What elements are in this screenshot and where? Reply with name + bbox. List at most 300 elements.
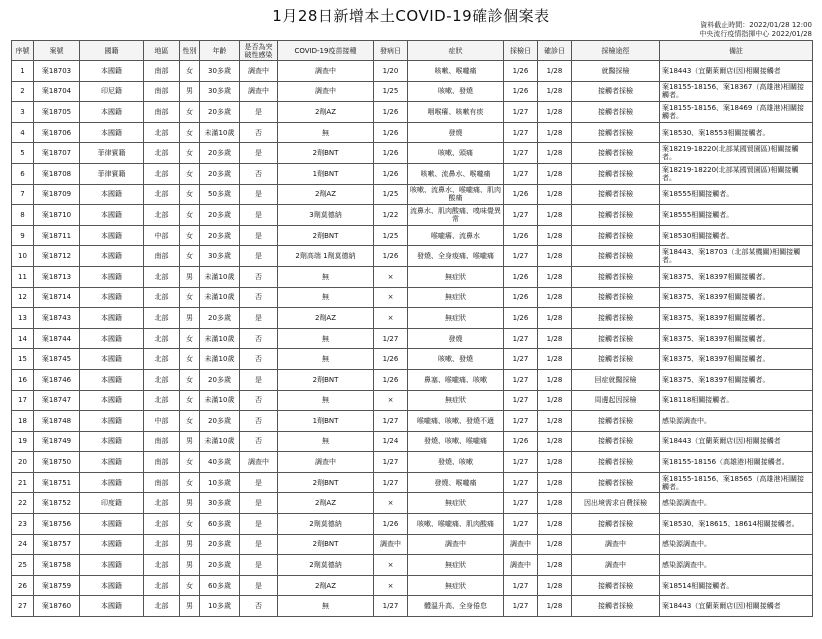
table-cell: 1/28 — [538, 61, 572, 82]
table-cell: 接觸者採檢 — [572, 81, 660, 102]
table-cell: 女 — [180, 205, 200, 226]
table-cell: 女 — [180, 163, 200, 184]
table-cell: 1/27 — [504, 596, 538, 617]
table-cell: 20多歲 — [200, 225, 240, 246]
header-cell: 年齡 — [200, 41, 240, 61]
table-cell: 20多歲 — [200, 534, 240, 555]
table-cell: 接觸者採檢 — [572, 596, 660, 617]
table-cell: 北部 — [144, 143, 180, 164]
table-cell: 南部 — [144, 452, 180, 473]
table-cell: 案18375、案18397相關接觸者。 — [660, 369, 813, 390]
table-cell: 案18713 — [34, 266, 80, 287]
table-cell: 是 — [240, 184, 278, 205]
table-cell: 13 — [12, 308, 34, 329]
table-cell: 案18759 — [34, 575, 80, 596]
table-cell: 1/26 — [504, 287, 538, 308]
table-cell: 19 — [12, 431, 34, 452]
table-cell: 發燒、咳嗽 — [408, 452, 504, 473]
table-cell: 案18749 — [34, 431, 80, 452]
table-cell: 22 — [12, 493, 34, 514]
table-cell: 北部 — [144, 575, 180, 596]
table-cell: 北部 — [144, 369, 180, 390]
table-cell: 30多歲 — [200, 81, 240, 102]
table-cell: 1/24 — [374, 431, 408, 452]
table-cell: 1/26 — [504, 308, 538, 329]
table-cell: 印尼籍 — [80, 81, 144, 102]
table-cell: 6 — [12, 163, 34, 184]
table-cell: 20多歲 — [200, 163, 240, 184]
table-cell: 1/27 — [504, 163, 538, 184]
table-cell: 男 — [180, 81, 200, 102]
table-cell: 否 — [240, 390, 278, 411]
table-cell: 否 — [240, 349, 278, 370]
table-cell: 2劑BNT — [278, 534, 374, 555]
table-cell: 女 — [180, 184, 200, 205]
table-cell: 女 — [180, 61, 200, 82]
table-cell: 菲律賓籍 — [80, 143, 144, 164]
header-cell: 備註 — [660, 41, 813, 61]
table-cell: 否 — [240, 163, 278, 184]
table-cell: 女 — [180, 369, 200, 390]
table-row — [12, 246, 813, 267]
table-cell: 案18219-18220(北部某國貿園區)相關接觸者。 — [660, 163, 813, 184]
table-cell: 案18443、案18703（北部某機關)相關接觸者。 — [660, 246, 813, 267]
table-cell: 接觸者採檢 — [572, 308, 660, 329]
table-cell: 感染源調查中。 — [660, 411, 813, 432]
table-cell: 北部 — [144, 390, 180, 411]
table-cell: 調查中 — [240, 61, 278, 82]
table-cell: 是 — [240, 143, 278, 164]
table-cell: 男 — [180, 493, 200, 514]
table-cell: 1/28 — [538, 555, 572, 576]
table-cell: 30多歲 — [200, 61, 240, 82]
table-cell: 鼻塞、喉嚨痛、咳嗽 — [408, 369, 504, 390]
table-cell: 23 — [12, 514, 34, 535]
table-cell: 未滿10歲 — [200, 122, 240, 143]
table-cell: 女 — [180, 122, 200, 143]
table-cell: 1/27 — [504, 143, 538, 164]
table-cell: 2劑AZ — [278, 493, 374, 514]
table-cell: 1/26 — [504, 431, 538, 452]
table-cell: 回症就醫採檢 — [572, 369, 660, 390]
table-cell: 20多歲 — [200, 102, 240, 123]
table-cell: 案18375、案18397相關接觸者。 — [660, 266, 813, 287]
table-cell: 案18750 — [34, 452, 80, 473]
table-cell: 案18744 — [34, 328, 80, 349]
table-cell: 1/27 — [504, 328, 538, 349]
table-cell: 接觸者採檢 — [572, 184, 660, 205]
table-cell: 2劑AZ — [278, 308, 374, 329]
table-cell: 接觸者採檢 — [572, 328, 660, 349]
table-cell: 男 — [180, 431, 200, 452]
table-cell: 案18704 — [34, 81, 80, 102]
case-table — [11, 40, 813, 617]
table-cell: 1/28 — [538, 493, 572, 514]
table-cell: 1/28 — [538, 163, 572, 184]
header-cell: COVID-19疫苗接種 — [278, 41, 374, 61]
table-cell: 無症狀 — [408, 575, 504, 596]
table-row — [12, 102, 813, 123]
table-cell: 本國籍 — [80, 184, 144, 205]
table-cell: 1/28 — [538, 431, 572, 452]
table-cell: 本國籍 — [80, 431, 144, 452]
table-cell: 本國籍 — [80, 514, 144, 535]
table-cell: 3劑莫德納 — [278, 205, 374, 226]
table-cell: 案18710 — [34, 205, 80, 226]
table-cell: 30多歲 — [200, 493, 240, 514]
table-row — [12, 431, 813, 452]
table-cell: 1/28 — [538, 246, 572, 267]
table-cell: 本國籍 — [80, 596, 144, 617]
table-cell: 案18752 — [34, 493, 80, 514]
table-cell: 男 — [180, 534, 200, 555]
table-cell: 本國籍 — [80, 452, 144, 473]
table-cell: 本國籍 — [80, 575, 144, 596]
table-cell: 咳嗽、頭痛 — [408, 143, 504, 164]
table-cell: 否 — [240, 431, 278, 452]
table-cell: 案18375、案18397相關接觸者。 — [660, 328, 813, 349]
table-cell: 調查中 — [278, 61, 374, 82]
table-cell: 無 — [278, 266, 374, 287]
table-cell: 調查中 — [408, 534, 504, 555]
table-cell: 是 — [240, 205, 278, 226]
table-row — [12, 452, 813, 473]
table-cell: 流鼻水、肌肉酸痛、嗅味覺異常 — [408, 205, 504, 226]
table-cell: 中部 — [144, 411, 180, 432]
table-cell: 案18743 — [34, 308, 80, 329]
table-cell: 發燒 — [408, 122, 504, 143]
table-cell: 1/27 — [504, 205, 538, 226]
table-cell: 是 — [240, 369, 278, 390]
table-cell: 接觸者採檢 — [572, 452, 660, 473]
table-cell: 1/27 — [504, 452, 538, 473]
table-cell: 接觸者採檢 — [572, 411, 660, 432]
table-cell: 2劑莫德納 — [278, 514, 374, 535]
table-cell: 1/26 — [374, 163, 408, 184]
table-cell: 無 — [278, 390, 374, 411]
table-cell: 女 — [180, 411, 200, 432]
table-cell: 30多歲 — [200, 246, 240, 267]
table-cell: 感染源調查中。 — [660, 534, 813, 555]
table-cell: 1/28 — [538, 328, 572, 349]
table-cell: 1/26 — [374, 246, 408, 267]
table-cell: 1/28 — [538, 349, 572, 370]
table-cell: 女 — [180, 390, 200, 411]
table-cell: 男 — [180, 596, 200, 617]
table-cell: 女 — [180, 102, 200, 123]
table-row — [12, 472, 813, 493]
table-cell: 調查中 — [374, 534, 408, 555]
table-cell: 案18758 — [34, 555, 80, 576]
table-cell: 未滿10歲 — [200, 287, 240, 308]
table-cell: 4 — [12, 122, 34, 143]
table-cell: 接觸者採檢 — [572, 143, 660, 164]
table-cell: 案18711 — [34, 225, 80, 246]
table-cell: 本國籍 — [80, 246, 144, 267]
table-cell: 北部 — [144, 328, 180, 349]
table-cell: 咽喉癢、咳嗽有痰 — [408, 102, 504, 123]
table-row — [12, 493, 813, 514]
table-cell: 10多歲 — [200, 472, 240, 493]
table-cell: 1/27 — [504, 411, 538, 432]
table-cell: 1/26 — [504, 81, 538, 102]
table-cell: 1/28 — [538, 534, 572, 555]
header-cell: 案號 — [34, 41, 80, 61]
table-cell: 女 — [180, 328, 200, 349]
table-cell: 12 — [12, 287, 34, 308]
table-cell: 案18745 — [34, 349, 80, 370]
table-cell: 1/27 — [504, 472, 538, 493]
table-cell: 本國籍 — [80, 102, 144, 123]
table-cell: 案18443（宜蘭萊爾店(因)相關接觸者 — [660, 431, 813, 452]
table-row — [12, 205, 813, 226]
table-cell: 未滿10歲 — [200, 328, 240, 349]
meta-info — [699, 21, 812, 39]
table-cell: 案18747 — [34, 390, 80, 411]
table-cell: 調查中 — [240, 81, 278, 102]
table-row — [12, 81, 813, 102]
table-cell: 北部 — [144, 308, 180, 329]
table-cell: 無症狀 — [408, 555, 504, 576]
table-cell: 2 — [12, 81, 34, 102]
table-cell: 案18155-18156、案18565（高雄港)相關接觸者。 — [660, 472, 813, 493]
header-cell: 發病日 — [374, 41, 408, 61]
table-cell: 本國籍 — [80, 287, 144, 308]
table-cell: 接觸者採檢 — [572, 575, 660, 596]
table-cell: 1/27 — [504, 390, 538, 411]
table-cell: 調查中 — [278, 81, 374, 102]
table-cell: 20多歲 — [200, 555, 240, 576]
table-cell: 1/28 — [538, 596, 572, 617]
table-cell: 南部 — [144, 102, 180, 123]
table-cell: 1/28 — [538, 143, 572, 164]
table-cell: 接觸者採檢 — [572, 205, 660, 226]
table-cell: 40多歲 — [200, 452, 240, 473]
table-cell: 女 — [180, 225, 200, 246]
table-cell: 24 — [12, 534, 34, 555]
table-cell: × — [374, 308, 408, 329]
table-cell: 北部 — [144, 534, 180, 555]
table-cell: 案18530相關接觸者。 — [660, 225, 813, 246]
table-cell: 咳嗽、發燒 — [408, 349, 504, 370]
table-cell: 本國籍 — [80, 411, 144, 432]
table-cell: 1/27 — [504, 369, 538, 390]
table-cell: 1/28 — [538, 266, 572, 287]
header-cell: 症狀 — [408, 41, 504, 61]
table-row — [12, 390, 813, 411]
table-cell: 1/27 — [374, 472, 408, 493]
table-cell: 無 — [278, 596, 374, 617]
table-cell: 北部 — [144, 287, 180, 308]
table-cell: 案18514相關接觸者。 — [660, 575, 813, 596]
table-cell: 調查中 — [504, 534, 538, 555]
table-cell: 發燒、咳嗽、喉嚨痛 — [408, 431, 504, 452]
table-cell: 1 — [12, 61, 34, 82]
page-title: 1月28日新增本土COVID-19確診個案表 — [272, 7, 550, 25]
table-cell: 男 — [180, 266, 200, 287]
table-row — [12, 534, 813, 555]
table-cell: 案18530、案18615、18614相關接觸者。 — [660, 514, 813, 535]
table-cell: 本國籍 — [80, 369, 144, 390]
table-cell: 未滿10歲 — [200, 431, 240, 452]
table-cell: 1/26 — [374, 369, 408, 390]
table-row — [12, 575, 813, 596]
table-cell: 是 — [240, 308, 278, 329]
table-cell: 1/28 — [538, 390, 572, 411]
table-cell: 20多歲 — [200, 205, 240, 226]
table-cell: 本國籍 — [80, 308, 144, 329]
table-cell: 北部 — [144, 493, 180, 514]
table-cell: 無症狀 — [408, 266, 504, 287]
table-cell: 接觸者採檢 — [572, 246, 660, 267]
header-cell: 地區 — [144, 41, 180, 61]
table-cell: 1/28 — [538, 369, 572, 390]
table-cell: × — [374, 287, 408, 308]
table-cell: 1/27 — [504, 102, 538, 123]
table-cell: 案18756 — [34, 514, 80, 535]
table-cell: 喉嚨癢、流鼻水 — [408, 225, 504, 246]
table-cell: 男 — [180, 555, 200, 576]
table-cell: 17 — [12, 390, 34, 411]
table-cell: 接觸者採檢 — [572, 514, 660, 535]
table-cell: 發燒、全身痠痛、喉嚨痛 — [408, 246, 504, 267]
table-cell: 1/27 — [504, 514, 538, 535]
table-cell: 否 — [240, 328, 278, 349]
table-cell: 1/25 — [374, 184, 408, 205]
table-cell: 無症狀 — [408, 308, 504, 329]
table-cell: 女 — [180, 472, 200, 493]
table-cell: 60多歲 — [200, 514, 240, 535]
table-row — [12, 61, 813, 82]
table-cell: 1/27 — [374, 452, 408, 473]
table-cell: 未滿10歲 — [200, 390, 240, 411]
table-cell: 2劑BNT — [278, 472, 374, 493]
table-cell: 接觸者採檢 — [572, 102, 660, 123]
table-cell: × — [374, 266, 408, 287]
table-cell: 7 — [12, 184, 34, 205]
table-cell: 本國籍 — [80, 472, 144, 493]
table-row — [12, 225, 813, 246]
table-cell: 案18751 — [34, 472, 80, 493]
table-cell: 喉嚨痛、咳嗽、發燒不適 — [408, 411, 504, 432]
table-cell: 菲律賓籍 — [80, 163, 144, 184]
table-cell: 案18705 — [34, 102, 80, 123]
table-cell: 是 — [240, 575, 278, 596]
table-cell: 1/25 — [374, 225, 408, 246]
table-cell: 案18706 — [34, 122, 80, 143]
table-row — [12, 287, 813, 308]
table-cell: 接觸者採檢 — [572, 349, 660, 370]
table-cell: 接觸者採檢 — [572, 431, 660, 452]
table-cell: 女 — [180, 452, 200, 473]
table-cell: 案18760 — [34, 596, 80, 617]
table-cell: 調查中 — [504, 555, 538, 576]
table-cell: 案18155-18156、案18469（高雄港)相關接觸者。 — [660, 102, 813, 123]
table-cell: 26 — [12, 575, 34, 596]
table-cell: 2劑莫德納 — [278, 555, 374, 576]
table-cell: 1/27 — [374, 596, 408, 617]
table-cell: 無 — [278, 328, 374, 349]
table-cell: 案18375、案18397相關接觸者。 — [660, 308, 813, 329]
table-cell: 10 — [12, 246, 34, 267]
table-cell: 北部 — [144, 514, 180, 535]
table-row — [12, 555, 813, 576]
table-cell: 1/26 — [374, 349, 408, 370]
table-cell: 50多歲 — [200, 184, 240, 205]
table-cell: 1劑BNT — [278, 411, 374, 432]
table-cell: 1/26 — [504, 61, 538, 82]
table-cell: × — [374, 493, 408, 514]
table-cell: 20多歲 — [200, 143, 240, 164]
table-cell: 本國籍 — [80, 122, 144, 143]
table-cell: 發燒 — [408, 328, 504, 349]
header-cell: 採檢日 — [504, 41, 538, 61]
table-cell: 是 — [240, 246, 278, 267]
table-cell: 20 — [12, 452, 34, 473]
table-cell: 女 — [180, 287, 200, 308]
table-row — [12, 163, 813, 184]
table-cell: 15 — [12, 349, 34, 370]
table-cell: 本國籍 — [80, 266, 144, 287]
table-cell: 無 — [278, 287, 374, 308]
table-cell: × — [374, 575, 408, 596]
table-cell: 1/28 — [538, 122, 572, 143]
table-cell: 無症狀 — [408, 390, 504, 411]
table-cell: 否 — [240, 287, 278, 308]
table-cell: 南部 — [144, 61, 180, 82]
table-cell: 本國籍 — [80, 61, 144, 82]
table-cell: 1/26 — [504, 266, 538, 287]
header-cell: 序號 — [12, 41, 34, 61]
table-cell: 北部 — [144, 266, 180, 287]
table-cell: 案18118相關接觸者。 — [660, 390, 813, 411]
table-cell: × — [374, 555, 408, 576]
table-cell: 北部 — [144, 349, 180, 370]
table-cell: 1/26 — [374, 514, 408, 535]
table-cell: 感染源調查中。 — [660, 555, 813, 576]
table-cell: 北部 — [144, 555, 180, 576]
table-cell: 無症狀 — [408, 287, 504, 308]
table-cell: 27 — [12, 596, 34, 617]
table-cell: 南部 — [144, 431, 180, 452]
table-cell: 1/26 — [374, 122, 408, 143]
table-cell: 本國籍 — [80, 205, 144, 226]
header-cell: 採檢途徑 — [572, 41, 660, 61]
table-cell: 16 — [12, 369, 34, 390]
table-cell: 是 — [240, 555, 278, 576]
table-cell: 接觸者採檢 — [572, 287, 660, 308]
table-cell: 1/27 — [504, 349, 538, 370]
table-cell: 北部 — [144, 163, 180, 184]
table-cell: 印度籍 — [80, 493, 144, 514]
table-cell: 調查中 — [572, 534, 660, 555]
table-cell: 11 — [12, 266, 34, 287]
table-cell: 本國籍 — [80, 225, 144, 246]
table-cell: 案18709 — [34, 184, 80, 205]
header-cell: 確診日 — [538, 41, 572, 61]
table-row — [12, 514, 813, 535]
table-cell: 案18748 — [34, 411, 80, 432]
table-cell: 感染源調查中。 — [660, 493, 813, 514]
table-cell: 接觸者採檢 — [572, 163, 660, 184]
table-cell: 北部 — [144, 596, 180, 617]
table-cell: 男 — [180, 308, 200, 329]
table-cell: 女 — [180, 246, 200, 267]
table-cell: 就醫採檢 — [572, 61, 660, 82]
table-cell: 1/27 — [504, 575, 538, 596]
table-cell: 體溫升高、全身倦怠 — [408, 596, 504, 617]
table-row — [12, 369, 813, 390]
